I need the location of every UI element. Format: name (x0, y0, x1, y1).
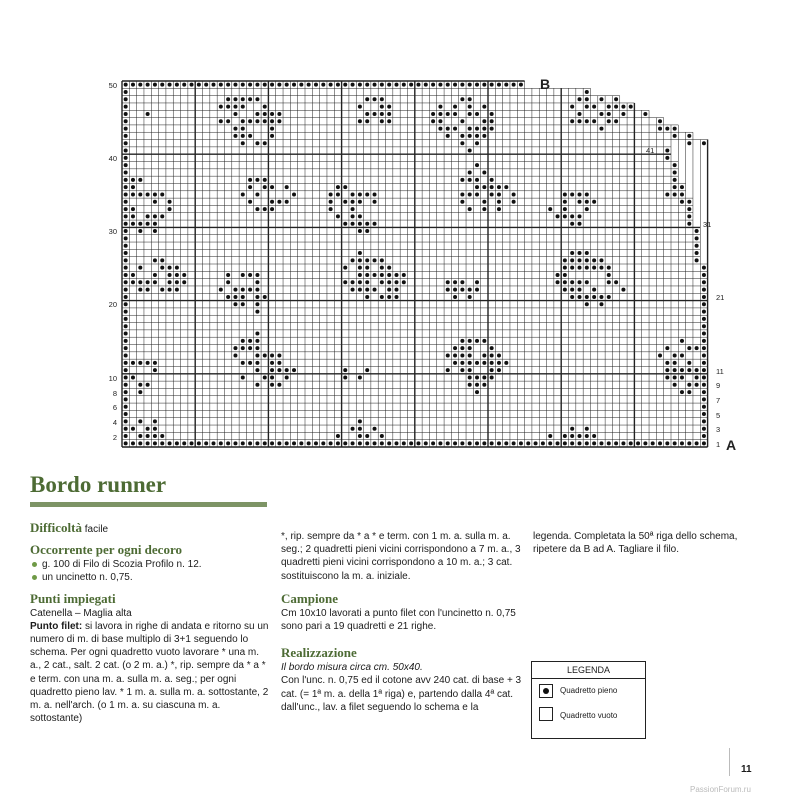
row-label-50: 50 (108, 81, 117, 90)
filet-label: Punto filet: (30, 620, 83, 632)
realizzazione-size: Il bordo misura circa cm. 50x40. (281, 662, 423, 674)
occorrente-item: un uncinetto n. 0,75. (30, 571, 270, 584)
legend-box (531, 661, 646, 739)
corner-label-a: A (726, 437, 737, 453)
watermark: PassionForum.ru (690, 785, 751, 794)
filled-square-icon (539, 684, 553, 698)
occorrente-item: g. 100 di Filo di Scozia Profilo n. 12. (30, 558, 270, 571)
row-label-3: 3 (716, 425, 721, 434)
legend-full-label: Quadretto pieno (560, 686, 618, 695)
row-label-40: 40 (108, 154, 117, 163)
filet-text: si lavora in righe di andata e ritorno su un numero di m. di base multiplo di 3+1 seguendo lo schema. Per ogni quadretto vuoto lavorare * una m. a., 2 cat., salt. 2 cat. (o 2 m. a.) *, rip. sempre da * a * e term. con una m. a. sulla m. a. seg.; per ogni quadretto pieno lav. * 1 m. a. sulla m. a. sottostante, 2 m. a. nell'arch. (o 1 m. a. su ciascuna m. a. sottostante) (30, 620, 269, 725)
middle-column (281, 530, 523, 714)
punti-heading: Punti impiegati (30, 590, 116, 606)
row-label-11: 11 (716, 367, 724, 376)
difficulty-label: Difficoltà (30, 520, 82, 535)
punti-continuation: *, rip. sempre da * a * e term. con 1 m. a. sulla m. a. seg.; 2 quadretti pieni vicini corrispondono a 7 m. a., 3 quadretti pieni vicini corrispondono a 10 m. a.; 3 cat. sostituiscono la m. a. iniziale. (281, 531, 521, 582)
page-number: 11 (741, 764, 752, 775)
realizzazione-heading: Realizzazione (281, 645, 357, 661)
row-label-1: 1 (716, 440, 721, 449)
row-label-2: 2 (112, 433, 117, 442)
row-label-21: 21 (716, 293, 725, 302)
legend-divider (532, 678, 645, 679)
right-column (533, 530, 773, 556)
punti-line1: Catenella – Maglia alta (30, 607, 132, 619)
right-text: legenda. Completata la 50ª riga dello schema, ripetere da B ad A. Tagliare il filo. (533, 531, 738, 556)
row-label-41: 41 (646, 146, 655, 155)
difficulty-line (30, 520, 270, 536)
empty-square-icon (539, 707, 553, 721)
difficulty-value: facile (84, 524, 109, 535)
occorrente-heading: Occorrente per ogni decoro (30, 542, 182, 558)
corner-label-b: B (540, 76, 551, 92)
row-label-31: 31 (703, 220, 712, 229)
title-underline (30, 502, 267, 507)
row-label-4: 4 (112, 418, 117, 427)
row-label-7: 7 (716, 396, 721, 405)
campione-text: Cm 10x10 lavorati a punto filet con l'uncinetto n. 0,75 sono pari a 19 quadretti e 21 righe. (281, 607, 516, 633)
filled-dot-icon (543, 688, 549, 694)
legend-empty-label: Quadretto vuoto (560, 711, 618, 720)
left-column (30, 520, 270, 725)
row-label-10: 10 (108, 374, 117, 383)
row-label-8: 8 (112, 389, 117, 398)
punti-filet (30, 620, 270, 726)
legend-title: LEGENDA (566, 665, 610, 675)
row-label-9: 9 (716, 381, 721, 390)
row-label-20: 20 (108, 300, 117, 309)
row-label-30: 30 (108, 227, 117, 236)
realizzazione-text: Con l'unc. n. 0,75 ed il cotone avv 240 cat. di base + 3 cat. (= 1ª m. a. della 1ª riga) e, partendo dalla 4ª cat. dall'unc., lav. a filet seguendo lo schema e la (281, 675, 522, 713)
row-label-5: 5 (716, 411, 721, 420)
campione-heading: Campione (281, 590, 339, 606)
row-label-6: 6 (112, 403, 117, 412)
page-title: Bordo runner (30, 472, 167, 497)
page-number-rule (729, 748, 730, 776)
